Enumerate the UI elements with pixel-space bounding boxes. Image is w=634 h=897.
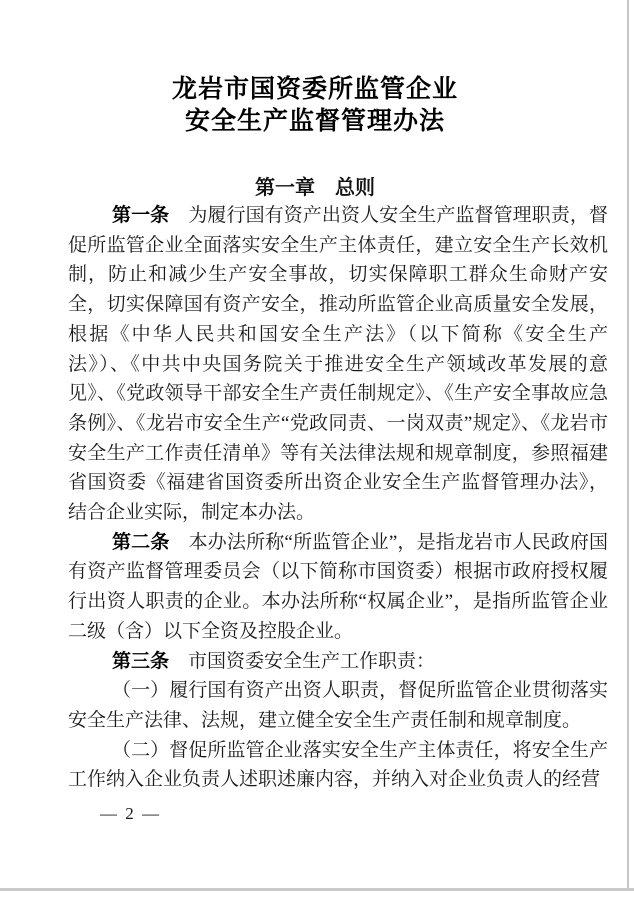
- document-title-line2: 安全生产监督管理办法: [184, 108, 445, 135]
- article-number: 第一条: [112, 205, 170, 226]
- paragraph: 第二条 本办法所称“所监管企业”，是指龙岩市人民政府国有资产监督管理委员会（以下简称市国资委）根据市政府授权履行出资人职责的企业。本办法所称“权属企业”，是指所监管企业二级（含）以下全资及控股企业。: [68, 531, 608, 642]
- article-number: 第三条: [112, 650, 170, 672]
- page-scan-edge-right: [627, 0, 629, 891]
- chapter-heading: 第一章 总则: [255, 177, 375, 199]
- page-number: — 2 —: [100, 804, 161, 823]
- paragraph: （二）督促所监管企业落实安全生产主体责任，将安全生产工作纳入企业负责人述职述廉内容，并纳入对企业负责人的经营: [68, 739, 608, 791]
- article-number: 第二条: [112, 531, 170, 553]
- paragraph: 第一条 为履行国有资产出资人安全生产监督管理职责，督促所监管企业全面落实安全生产主体责任，建立安全生产长效机制，防止和减少生产安全事故，切实保障职工群众生命财产安全，切实保障国有资产安全，推动所监管企业高质量安全发展，根据《中华人民共和国安全生产法》（以下简称《安全生产法》）、《中共中央国务院关于推进安全生产领域改革发展的意见》、《党政领导干部安全生产责任制规定》、《生产安全事故应急条例》、《龙岩市安全生产“党政同责、一岗双责”规定》、《龙岩市安全生产工作责任清单》等有关法律法规和规章制度，参照福建省国资委《福建省国资委所出资企业安全生产监督管理办法》，结合企业实际，制定本办法。: [68, 205, 608, 524]
- document-title: [0, 74, 630, 138]
- paragraph: 第三条 市国资委安全生产工作职责：: [112, 650, 436, 672]
- document-title-line1: 龙岩市国资委所监管企业: [171, 76, 458, 103]
- paragraph: （一）履行国有资产出资人职责，督促所监管企业贯彻落实安全生产法律、法规，建立健全安全生产责任制和规章制度。: [68, 680, 608, 731]
- page-scan-edge-bottom: [0, 888, 634, 891]
- document-body: [68, 201, 608, 795]
